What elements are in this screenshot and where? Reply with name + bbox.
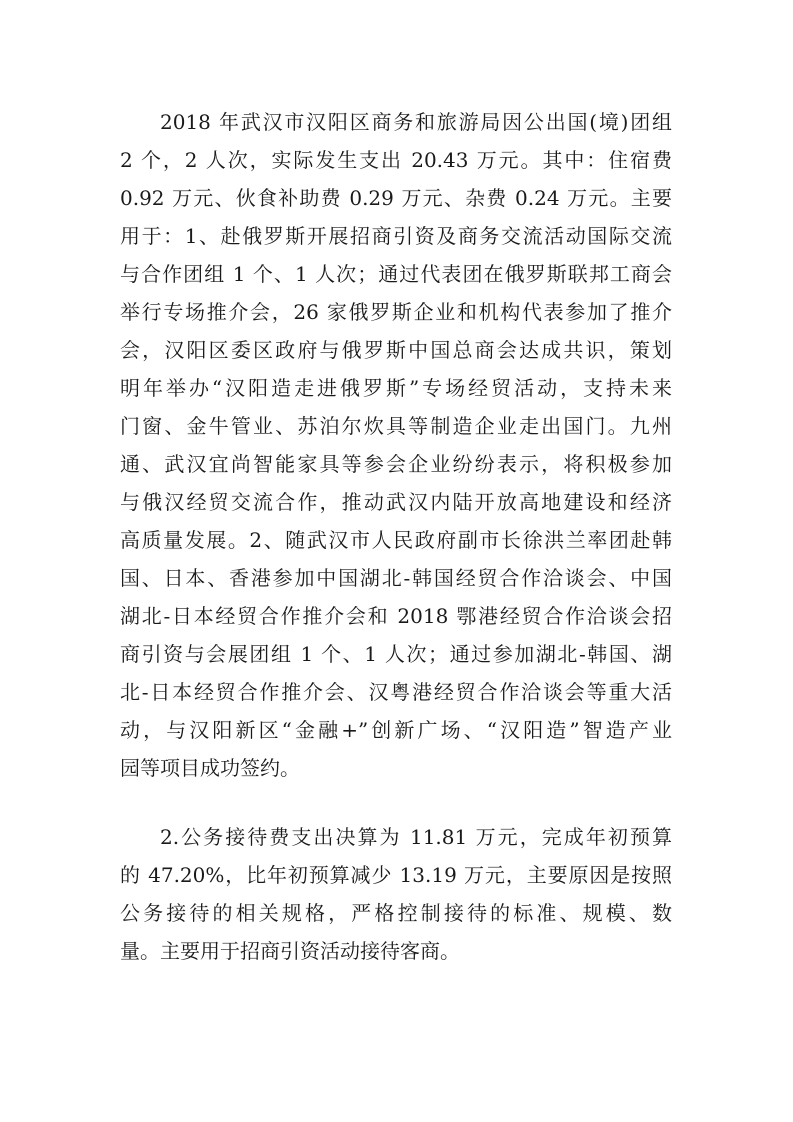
text-line: 2.公务接待费支出决算为 11.81 万元，完成年初预算 <box>160 825 672 849</box>
text-line: 湖北-日本经贸合作推介会和 2018 鄂港经贸合作洽谈会招 <box>120 604 672 628</box>
text-line: 高质量发展。2、随武汉市人民政府副市长徐洪兰率团赴韩 <box>120 528 672 552</box>
text-line: 2 个，2 人次，实际发生支出 20.43 万元。其中：住宿费 <box>120 148 672 172</box>
text-line: 2018 年武汉市汉阳区商务和旅游局因公出国(境)团组 <box>160 110 672 134</box>
text-line: 0.92 万元、伙食补助费 0.29 万元、杂费 0.24 万元。主要 <box>120 186 672 210</box>
text-line: 用于：1、赴俄罗斯开展招商引资及商务交流活动国际交流 <box>120 224 672 248</box>
text-line: 门窗、金牛管业、苏泊尔炊具等制造企业走出国门。九州 <box>120 414 672 438</box>
text-line: 量。主要用于招商引资活动接待客商。 <box>120 939 460 963</box>
text-line: 国、日本、香港参加中国湖北-韩国经贸合作洽谈会、中国 <box>120 566 672 590</box>
text-line: 商引资与会展团组 1 个、1 人次；通过参加湖北-韩国、湖 <box>120 642 672 666</box>
text-line: 动，与汉阳新区“金融+”创新广场、“汉阳造”智造产业 <box>120 718 672 742</box>
text-line: 与合作团组 1 个、1 人次；通过代表团在俄罗斯联邦工商会 <box>120 262 672 286</box>
text-line: 与俄汉经贸交流合作，推动武汉内陆开放高地建设和经济 <box>120 490 672 514</box>
text-line: 公务接待的相关规格，严格控制接待的标准、规模、数 <box>120 901 672 925</box>
text-line: 北-日本经贸合作推介会、汉粤港经贸合作洽谈会等重大活 <box>120 680 672 704</box>
text-line: 明年举办“汉阳造走进俄罗斯”专场经贸活动，支持未来 <box>120 376 672 400</box>
text-line: 通、武汉宜尚智能家具等参会企业纷纷表示，将积极参加 <box>120 452 672 476</box>
text-line: 会，汉阳区委区政府与俄罗斯中国总商会达成共识，策划 <box>120 338 672 362</box>
text-line: 的 47.20%，比年初预算减少 13.19 万元，主要原因是按照 <box>120 863 672 887</box>
text-line: 园等项目成功签约。 <box>120 756 300 780</box>
text-line: 举行专场推介会，26 家俄罗斯企业和机构代表参加了推介 <box>120 300 672 324</box>
